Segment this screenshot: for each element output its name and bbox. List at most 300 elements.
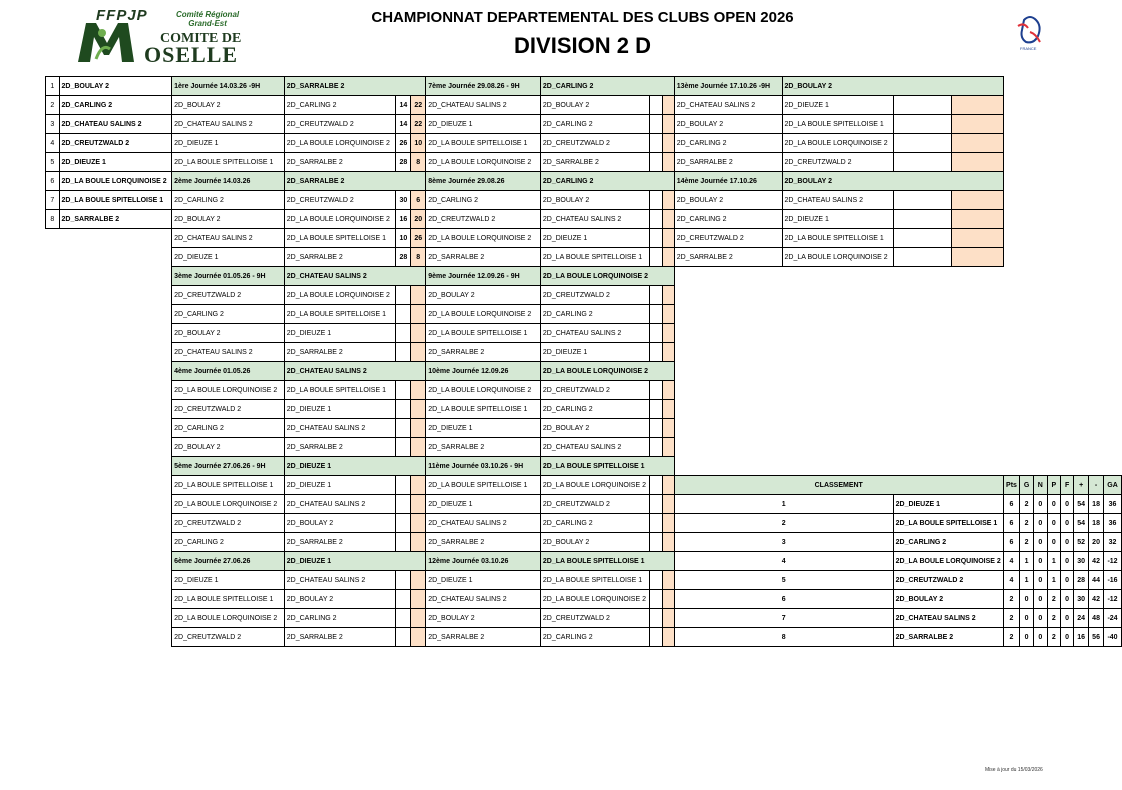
table-row [46, 381, 1122, 400]
score-home [396, 343, 411, 362]
match-away-team: 2D_LA BOULE LORQUINOISE 2 [782, 248, 893, 267]
round-title: 2ème Journée 14.03.26 [172, 172, 285, 191]
match-away-team: 2D_LA BOULE LORQUINOISE 2 [540, 476, 650, 495]
score-home: 28 [396, 153, 411, 172]
standings-team: 2D_CHATEAU SALINS 2 [893, 609, 1003, 628]
standings-ga: -24 [1104, 609, 1122, 628]
match-home-team: 2D_BOULAY 2 [426, 609, 541, 628]
empty-cell [46, 628, 172, 647]
match-home-team: 2D_CHATEAU SALINS 2 [172, 229, 285, 248]
score-away [663, 495, 675, 514]
standings-rank: 4 [674, 552, 893, 571]
standings-minus: 42 [1089, 590, 1104, 609]
score-home [396, 590, 411, 609]
standings-plus: 28 [1074, 571, 1089, 590]
empty-cell [46, 609, 172, 628]
team-name: 2D_DIEUZE 1 [59, 153, 172, 172]
standings-minus: 56 [1089, 628, 1104, 647]
empty-cell [46, 533, 172, 552]
empty-cell [674, 343, 1121, 362]
match-home-team: 2D_SARRALBE 2 [426, 438, 541, 457]
standings-g: 2 [1020, 533, 1034, 552]
round-host: 2D_DIEUZE 1 [284, 552, 425, 571]
standings-ga: 32 [1104, 533, 1122, 552]
standings-plus: 16 [1074, 628, 1089, 647]
standings-n: 0 [1034, 495, 1048, 514]
logo-oselle-text: OSELLE [144, 42, 239, 67]
score-home [650, 533, 663, 552]
standings-pts: 2 [1003, 628, 1019, 647]
match-away-team: 2D_CHATEAU SALINS 2 [782, 191, 893, 210]
empty-cell [674, 438, 1121, 457]
round-title: 12ème Journée 03.10.26 [426, 552, 541, 571]
standings-ga: 36 [1104, 495, 1122, 514]
match-home-team: 2D_CARLING 2 [172, 191, 285, 210]
standings-n: 0 [1034, 533, 1048, 552]
standings-rank: 5 [674, 571, 893, 590]
round-host: 2D_CHATEAU SALINS 2 [284, 362, 425, 381]
standings-minus: 48 [1089, 609, 1104, 628]
empty-cell [674, 457, 1121, 476]
empty-cell [674, 381, 1121, 400]
standings-rank: 8 [674, 628, 893, 647]
match-home-team: 2D_SARRALBE 2 [674, 248, 782, 267]
standings-plus: 30 [1074, 552, 1089, 571]
standings-f: 0 [1060, 552, 1073, 571]
standings-team: 2D_CREUTZWALD 2 [893, 571, 1003, 590]
logo-comite-text: COMITE DE [160, 31, 242, 46]
match-home-team: 2D_DIEUZE 1 [426, 571, 541, 590]
team-number: 6 [46, 172, 60, 191]
score-home [650, 229, 663, 248]
match-home-team: 2D_CHATEAU SALINS 2 [426, 514, 541, 533]
score-home [893, 210, 951, 229]
score-home [650, 343, 663, 362]
match-home-team: 2D_CARLING 2 [172, 305, 285, 324]
score-away: 10 [411, 134, 426, 153]
match-away-team: 2D_CREUTZWALD 2 [284, 115, 396, 134]
score-home [650, 134, 663, 153]
standings-team: 2D_SARRALBE 2 [893, 628, 1003, 647]
standings-p: 1 [1047, 571, 1060, 590]
team-name: 2D_CHATEAU SALINS 2 [59, 115, 172, 134]
empty-cell [46, 400, 172, 419]
empty-cell [46, 286, 172, 305]
standings-minus: 44 [1089, 571, 1104, 590]
table-row [46, 115, 1122, 134]
score-home [650, 210, 663, 229]
score-away [411, 438, 426, 457]
team-number: 2 [46, 96, 60, 115]
standings-g: 1 [1020, 552, 1034, 571]
standings-g: 1 [1020, 571, 1034, 590]
standings-pts: 6 [1003, 514, 1019, 533]
match-home-team: 2D_SARRALBE 2 [426, 533, 541, 552]
match-home-team: 2D_BOULAY 2 [172, 210, 285, 229]
score-home [893, 191, 951, 210]
score-away [411, 571, 426, 590]
match-home-team: 2D_LA BOULE LORQUINOISE 2 [426, 381, 541, 400]
standings-g: 2 [1020, 514, 1034, 533]
score-home [893, 248, 951, 267]
table-row [46, 438, 1122, 457]
match-away-team: 2D_DIEUZE 1 [782, 96, 893, 115]
empty-cell [1003, 115, 1121, 134]
logo-ffpjp-text: FFPJP [96, 7, 148, 24]
match-away-team: 2D_LA BOULE SPITELLOISE 1 [284, 305, 396, 324]
standings-ga: -12 [1104, 590, 1122, 609]
round-host: 2D_BOULAY 2 [782, 172, 1003, 191]
score-away [411, 514, 426, 533]
table-row [46, 628, 1122, 647]
score-away [951, 134, 1003, 153]
match-home-team: 2D_BOULAY 2 [172, 96, 285, 115]
score-home [893, 229, 951, 248]
standings-team: 2D_LA BOULE LORQUINOISE 2 [893, 552, 1003, 571]
standings-n: 0 [1034, 609, 1048, 628]
table-row [46, 419, 1122, 438]
standings-plus: 52 [1074, 533, 1089, 552]
score-away: 22 [411, 96, 426, 115]
empty-cell [674, 286, 1121, 305]
match-away-team: 2D_CREUTZWALD 2 [782, 153, 893, 172]
match-home-team: 2D_BOULAY 2 [674, 115, 782, 134]
score-away [951, 115, 1003, 134]
score-away [663, 609, 675, 628]
table-row [46, 286, 1122, 305]
match-away-team: 2D_CREUTZWALD 2 [540, 495, 650, 514]
score-away [663, 381, 675, 400]
empty-cell [674, 419, 1121, 438]
match-away-team: 2D_LA BOULE SPITELLOISE 1 [284, 229, 396, 248]
score-home [650, 96, 663, 115]
match-home-team: 2D_SARRALBE 2 [674, 153, 782, 172]
score-away [411, 533, 426, 552]
team-name: 2D_CREUTZWALD 2 [59, 134, 172, 153]
table-row [46, 324, 1122, 343]
score-away [411, 343, 426, 362]
round-host: 2D_BOULAY 2 [782, 77, 1003, 96]
match-home-team: 2D_CHATEAU SALINS 2 [172, 115, 285, 134]
match-away-team: 2D_LA BOULE LORQUINOISE 2 [284, 134, 396, 153]
match-away-team: 2D_CARLING 2 [284, 96, 396, 115]
table-row [46, 609, 1122, 628]
standings-plus: 54 [1074, 514, 1089, 533]
update-note: Mise à jour du 15/03/2026 [985, 767, 1043, 773]
empty-cell [46, 419, 172, 438]
empty-cell [674, 267, 1121, 286]
score-home: 26 [396, 134, 411, 153]
standings-f: 0 [1060, 495, 1073, 514]
score-away [663, 286, 675, 305]
standings-minus: 18 [1089, 514, 1104, 533]
match-away-team: 2D_SARRALBE 2 [284, 248, 396, 267]
match-home-team: 2D_BOULAY 2 [674, 191, 782, 210]
table-row [46, 343, 1122, 362]
match-away-team: 2D_LA BOULE LORQUINOISE 2 [782, 134, 893, 153]
division-title: DIVISION 2 D [514, 33, 651, 58]
score-away [411, 628, 426, 647]
score-away: 22 [411, 115, 426, 134]
standings-team: 2D_LA BOULE SPITELLOISE 1 [893, 514, 1003, 533]
standings-header: Pts [1003, 476, 1019, 495]
match-away-team: 2D_LA BOULE LORQUINOISE 2 [540, 590, 650, 609]
match-home-team: 2D_LA BOULE LORQUINOISE 2 [172, 495, 285, 514]
team-number: 5 [46, 153, 60, 172]
standings-n: 0 [1034, 571, 1048, 590]
score-away [663, 419, 675, 438]
match-away-team: 2D_CHATEAU SALINS 2 [284, 495, 396, 514]
match-home-team: 2D_LA BOULE SPITELLOISE 1 [426, 324, 541, 343]
standings-team: 2D_BOULAY 2 [893, 590, 1003, 609]
match-home-team: 2D_CARLING 2 [426, 191, 541, 210]
match-away-team: 2D_CARLING 2 [540, 305, 650, 324]
standings-header: F [1060, 476, 1073, 495]
standings-n: 0 [1034, 514, 1048, 533]
score-away [663, 191, 675, 210]
round-title: 5ème Journée 27.06.26 - 9H [172, 457, 285, 476]
round-title: 4ème Journée 01.05.26 [172, 362, 285, 381]
round-title: 1ère Journée 14.03.26 -9H [172, 77, 285, 96]
table-row [46, 172, 1122, 191]
match-home-team: 2D_LA BOULE SPITELLOISE 1 [426, 134, 541, 153]
standings-pts: 2 [1003, 609, 1019, 628]
match-home-team: 2D_DIEUZE 1 [172, 248, 285, 267]
match-away-team: 2D_DIEUZE 1 [540, 229, 650, 248]
score-home [650, 305, 663, 324]
score-home [650, 571, 663, 590]
table-row [46, 134, 1122, 153]
team-name: 2D_LA BOULE SPITELLOISE 1 [59, 191, 172, 210]
table-row [46, 552, 1122, 571]
standings-g: 2 [1020, 495, 1034, 514]
score-away [663, 305, 675, 324]
round-title: 7ème Journée 29.08.26 - 9H [426, 77, 541, 96]
standings-f: 0 [1060, 514, 1073, 533]
match-home-team: 2D_SARRALBE 2 [426, 248, 541, 267]
match-away-team: 2D_BOULAY 2 [540, 419, 650, 438]
team-name: 2D_LA BOULE LORQUINOISE 2 [59, 172, 172, 191]
standings-rank: 1 [674, 495, 893, 514]
match-home-team: 2D_SARRALBE 2 [426, 343, 541, 362]
standings-n: 0 [1034, 552, 1048, 571]
standings-rank: 6 [674, 590, 893, 609]
standings-pts: 2 [1003, 590, 1019, 609]
empty-cell [46, 267, 172, 286]
score-away [411, 590, 426, 609]
score-away [411, 381, 426, 400]
score-away: 20 [411, 210, 426, 229]
round-title: 6ème Journée 27.06.26 [172, 552, 285, 571]
empty-cell [46, 476, 172, 495]
score-home: 14 [396, 96, 411, 115]
score-away [663, 324, 675, 343]
score-away [663, 400, 675, 419]
standings-rank: 7 [674, 609, 893, 628]
match-away-team: 2D_LA BOULE LORQUINOISE 2 [284, 210, 396, 229]
standings-plus: 24 [1074, 609, 1089, 628]
empty-cell [674, 305, 1121, 324]
score-away [951, 153, 1003, 172]
score-home [650, 400, 663, 419]
match-away-team: 2D_CARLING 2 [284, 609, 396, 628]
match-away-team: 2D_DIEUZE 1 [540, 343, 650, 362]
standings-header: N [1034, 476, 1048, 495]
match-home-team: 2D_BOULAY 2 [172, 438, 285, 457]
table-row [46, 533, 1122, 552]
standings-f: 0 [1060, 533, 1073, 552]
score-away [411, 305, 426, 324]
standings-ga: 36 [1104, 514, 1122, 533]
standings-team: 2D_CARLING 2 [893, 533, 1003, 552]
empty-cell [1003, 77, 1121, 96]
match-away-team: 2D_CARLING 2 [540, 400, 650, 419]
match-home-team: 2D_CARLING 2 [674, 210, 782, 229]
match-away-team: 2D_CHATEAU SALINS 2 [540, 210, 650, 229]
score-home [396, 400, 411, 419]
score-away: 8 [411, 153, 426, 172]
table-row [46, 153, 1122, 172]
empty-cell [46, 381, 172, 400]
standings-team: 2D_DIEUZE 1 [893, 495, 1003, 514]
table-row [46, 191, 1122, 210]
match-home-team: 2D_DIEUZE 1 [172, 571, 285, 590]
match-away-team: 2D_DIEUZE 1 [782, 210, 893, 229]
standings-header: - [1089, 476, 1104, 495]
match-away-team: 2D_CREUTZWALD 2 [540, 286, 650, 305]
match-away-team: 2D_LA BOULE SPITELLOISE 1 [782, 229, 893, 248]
score-home [650, 248, 663, 267]
round-host: 2D_CARLING 2 [540, 77, 674, 96]
table-row [46, 77, 1122, 96]
round-title: 13ème Journée 17.10.26 -9H [674, 77, 782, 96]
score-away: 6 [411, 191, 426, 210]
score-home: 14 [396, 115, 411, 134]
team-number: 1 [46, 77, 60, 96]
score-away [411, 324, 426, 343]
standings-g: 0 [1020, 590, 1034, 609]
score-home: 28 [396, 248, 411, 267]
empty-cell [1003, 191, 1121, 210]
match-away-team: 2D_CARLING 2 [540, 514, 650, 533]
empty-cell [46, 495, 172, 514]
empty-cell [1003, 229, 1121, 248]
match-home-team: 2D_LA BOULE LORQUINOISE 2 [172, 609, 285, 628]
empty-cell [46, 514, 172, 533]
match-away-team: 2D_LA BOULE SPITELLOISE 1 [782, 115, 893, 134]
match-home-team: 2D_CREUTZWALD 2 [172, 400, 285, 419]
score-home [650, 191, 663, 210]
score-away [663, 153, 675, 172]
score-home [893, 115, 951, 134]
team-name: 2D_BOULAY 2 [59, 77, 172, 96]
round-host: 2D_SARRALBE 2 [284, 172, 425, 191]
empty-cell [674, 324, 1121, 343]
match-away-team: 2D_DIEUZE 1 [284, 400, 396, 419]
rooster-icon [1010, 12, 1050, 52]
empty-cell [46, 248, 172, 267]
empty-cell [46, 457, 172, 476]
score-home [396, 533, 411, 552]
standings-rank: 2 [674, 514, 893, 533]
round-host: 2D_LA BOULE SPITELLOISE 1 [540, 457, 674, 476]
score-home [893, 134, 951, 153]
standings-plus: 54 [1074, 495, 1089, 514]
score-away [663, 134, 675, 153]
round-title: 11ème Journée 03.10.26 - 9H [426, 457, 541, 476]
team-name: 2D_CARLING 2 [59, 96, 172, 115]
empty-cell [46, 552, 172, 571]
score-home [396, 381, 411, 400]
match-home-team: 2D_LA BOULE SPITELLOISE 1 [172, 590, 285, 609]
table-row [46, 495, 1122, 514]
score-away [663, 590, 675, 609]
match-home-team: 2D_DIEUZE 1 [426, 115, 541, 134]
match-home-team: 2D_LA BOULE SPITELLOISE 1 [172, 476, 285, 495]
score-home [650, 153, 663, 172]
standings-pts: 4 [1003, 571, 1019, 590]
standings-ga: -12 [1104, 552, 1122, 571]
score-home: 10 [396, 229, 411, 248]
standings-n: 0 [1034, 628, 1048, 647]
empty-cell [1003, 248, 1121, 267]
standings-p: 2 [1047, 590, 1060, 609]
score-away [951, 96, 1003, 115]
score-away [663, 115, 675, 134]
standings-p: 1 [1047, 552, 1060, 571]
table-row [46, 400, 1122, 419]
standings-pts: 6 [1003, 533, 1019, 552]
standings-f: 0 [1060, 571, 1073, 590]
round-host: 2D_DIEUZE 1 [284, 457, 425, 476]
empty-cell [1003, 134, 1121, 153]
match-away-team: 2D_CHATEAU SALINS 2 [284, 419, 396, 438]
standings-header: G [1020, 476, 1034, 495]
match-away-team: 2D_CHATEAU SALINS 2 [284, 571, 396, 590]
match-home-team: 2D_DIEUZE 1 [426, 419, 541, 438]
score-home [650, 476, 663, 495]
score-home: 30 [396, 191, 411, 210]
score-home [396, 609, 411, 628]
score-away [411, 495, 426, 514]
empty-cell [46, 590, 172, 609]
empty-cell [46, 362, 172, 381]
team-number: 3 [46, 115, 60, 134]
standings-minus: 20 [1089, 533, 1104, 552]
team-number: 7 [46, 191, 60, 210]
score-home [650, 381, 663, 400]
score-away [663, 438, 675, 457]
match-home-team: 2D_BOULAY 2 [172, 324, 285, 343]
round-host: 2D_CARLING 2 [540, 172, 674, 191]
round-title: 8ème Journée 29.08.26 [426, 172, 541, 191]
match-away-team: 2D_BOULAY 2 [540, 533, 650, 552]
score-away [663, 571, 675, 590]
match-home-team: 2D_CREUTZWALD 2 [426, 210, 541, 229]
score-home [396, 628, 411, 647]
match-away-team: 2D_LA BOULE SPITELLOISE 1 [540, 248, 650, 267]
comite-moselle-logo [74, 7, 254, 65]
score-away: 26 [411, 229, 426, 248]
match-home-team: 2D_CHATEAU SALINS 2 [172, 343, 285, 362]
standings-pts: 4 [1003, 552, 1019, 571]
empty-cell [46, 571, 172, 590]
score-away [951, 191, 1003, 210]
match-home-team: 2D_DIEUZE 1 [172, 134, 285, 153]
match-home-team: 2D_LA BOULE SPITELLOISE 1 [426, 400, 541, 419]
score-away [663, 343, 675, 362]
team-number: 4 [46, 134, 60, 153]
